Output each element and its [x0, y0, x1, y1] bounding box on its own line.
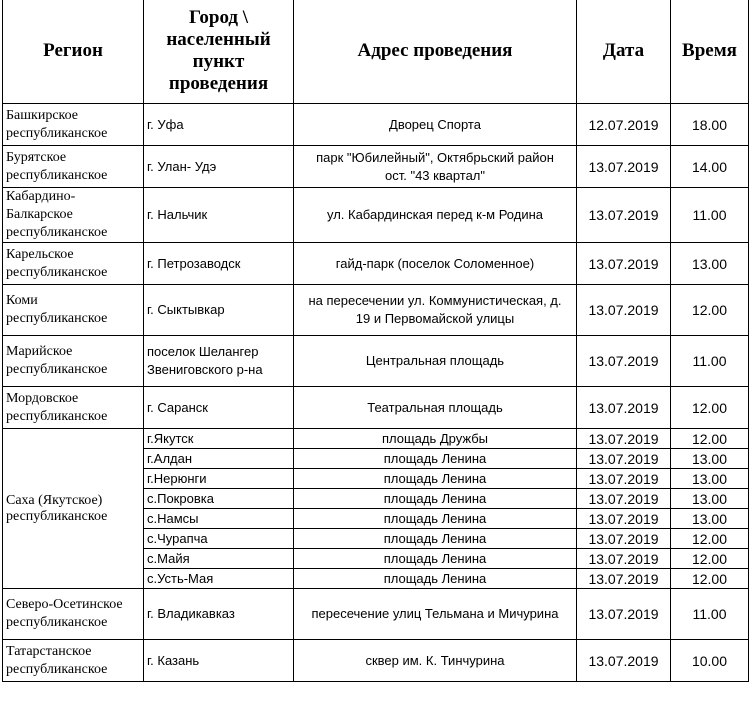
city-cell: г. Петрозаводск: [144, 243, 294, 285]
time-cell: 12.00: [671, 285, 749, 336]
events-table: [2, 0, 749, 682]
region-cell: Карельское республиканское: [3, 243, 144, 285]
date-cell: 13.07.2019: [577, 449, 671, 469]
date-cell: 13.07.2019: [577, 589, 671, 640]
time-cell: 12.00: [671, 529, 749, 549]
time-cell: 13.00: [671, 449, 749, 469]
time-cell: 14.00: [671, 146, 749, 188]
address-cell: сквер им. К. Тинчурина: [294, 640, 577, 682]
address-cell: Центральная площадь: [294, 336, 577, 387]
header-date: Дата: [577, 0, 671, 104]
time-cell: 10.00: [671, 640, 749, 682]
region-cell: Бурятское республиканское: [3, 146, 144, 188]
date-cell: 13.07.2019: [577, 489, 671, 509]
time-cell: 13.00: [671, 489, 749, 509]
table-row: [3, 243, 749, 285]
time-cell: 13.00: [671, 469, 749, 489]
address-cell: площадь Ленина: [294, 469, 577, 489]
date-cell: 13.07.2019: [577, 243, 671, 285]
date-cell: 13.07.2019: [577, 188, 671, 243]
time-cell: 13.00: [671, 243, 749, 285]
table-row: [3, 146, 749, 188]
city-cell: г. Улан- Удэ: [144, 146, 294, 188]
city-cell: с.Покровка: [144, 489, 294, 509]
table-row: [3, 429, 749, 449]
header-region: Регион: [3, 0, 144, 104]
table-row: [3, 285, 749, 336]
region-cell: Мордовское республиканское: [3, 387, 144, 429]
city-cell: с.Майя: [144, 549, 294, 569]
address-cell: площадь Дружбы: [294, 429, 577, 449]
table-row: [3, 387, 749, 429]
address-cell: пересечение улиц Тельмана и Мичурина: [294, 589, 577, 640]
address-cell: площадь Ленина: [294, 569, 577, 589]
address-cell: ул. Кабардинская перед к-м Родина: [294, 188, 577, 243]
date-cell: 13.07.2019: [577, 469, 671, 489]
date-cell: 13.07.2019: [577, 387, 671, 429]
address-cell: площадь Ленина: [294, 489, 577, 509]
address-cell: парк "Юбилейный", Октябрьский район ост. "43 квартал": [294, 146, 577, 188]
date-cell: 13.07.2019: [577, 529, 671, 549]
city-cell: г. Казань: [144, 640, 294, 682]
time-cell: 11.00: [671, 336, 749, 387]
date-cell: 13.07.2019: [577, 509, 671, 529]
region-cell: Коми республиканское: [3, 285, 144, 336]
table-row: [3, 336, 749, 387]
header-row: [3, 0, 749, 104]
date-cell: 13.07.2019: [577, 569, 671, 589]
time-cell: 11.00: [671, 589, 749, 640]
date-cell: 13.07.2019: [577, 429, 671, 449]
city-cell: г.Нерюнги: [144, 469, 294, 489]
address-cell: гайд-парк (поселок Соломенное): [294, 243, 577, 285]
time-cell: 12.00: [671, 429, 749, 449]
date-cell: 13.07.2019: [577, 146, 671, 188]
city-cell: г.Якутск: [144, 429, 294, 449]
city-cell: с.Чурапча: [144, 529, 294, 549]
table-row: [3, 188, 749, 243]
region-cell: Башкирское республиканское: [3, 104, 144, 146]
region-cell: Саха (Якутское) республиканское: [3, 429, 144, 589]
date-cell: 13.07.2019: [577, 549, 671, 569]
city-cell: г. Нальчик: [144, 188, 294, 243]
city-cell: с.Усть-Мая: [144, 569, 294, 589]
table-row: [3, 640, 749, 682]
time-cell: 12.00: [671, 569, 749, 589]
date-cell: 12.07.2019: [577, 104, 671, 146]
address-cell: площадь Ленина: [294, 449, 577, 469]
city-cell: с.Намсы: [144, 509, 294, 529]
table-row: [3, 589, 749, 640]
region-cell: Северо-Осетинское республиканское: [3, 589, 144, 640]
address-cell: площадь Ленина: [294, 549, 577, 569]
date-cell: 13.07.2019: [577, 285, 671, 336]
time-cell: 13.00: [671, 509, 749, 529]
address-cell: Театральная площадь: [294, 387, 577, 429]
address-cell: на пересечении ул. Коммунистическая, д. 19 и Первомайской улицы: [294, 285, 577, 336]
header-city: Город \ населенный пункт проведения: [144, 0, 294, 104]
table-row: [3, 104, 749, 146]
region-cell: Кабардино- Балкарское республиканское: [3, 188, 144, 243]
address-cell: Дворец Спорта: [294, 104, 577, 146]
city-cell: г.Алдан: [144, 449, 294, 469]
date-cell: 13.07.2019: [577, 336, 671, 387]
address-cell: площадь Ленина: [294, 529, 577, 549]
header-address: Адрес проведения: [294, 0, 577, 104]
time-cell: 11.00: [671, 188, 749, 243]
time-cell: 12.00: [671, 549, 749, 569]
city-cell: г. Сыктывкар: [144, 285, 294, 336]
region-cell: Марийское республиканское: [3, 336, 144, 387]
header-time: Время: [671, 0, 749, 104]
city-cell: г. Владикавказ: [144, 589, 294, 640]
time-cell: 18.00: [671, 104, 749, 146]
city-cell: поселок Шелангер Звениговского р-на: [144, 336, 294, 387]
city-cell: г. Уфа: [144, 104, 294, 146]
time-cell: 12.00: [671, 387, 749, 429]
region-cell: Татарстанское республиканское: [3, 640, 144, 682]
address-cell: площадь Ленина: [294, 509, 577, 529]
city-cell: г. Саранск: [144, 387, 294, 429]
date-cell: 13.07.2019: [577, 640, 671, 682]
